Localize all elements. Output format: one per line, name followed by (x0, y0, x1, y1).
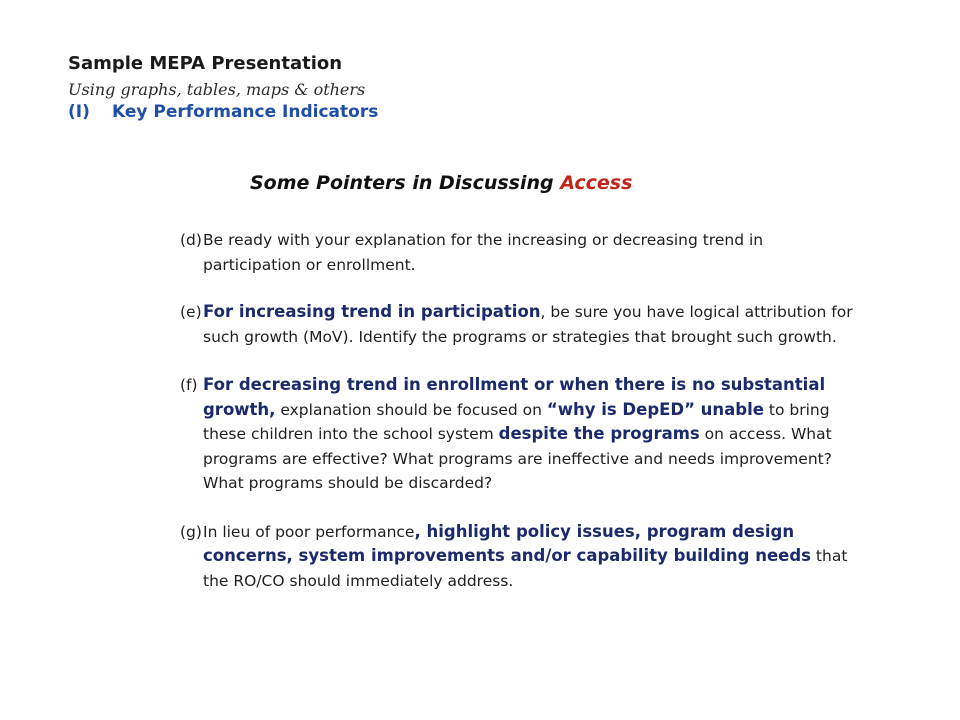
pointer-f-text-3: on access. What programs are effective? What programs are ineffective and needs improvement? What programs should be discarded? (203, 425, 832, 492)
pointer-e-label: (e) (180, 303, 202, 321)
section-heading-prefix: Some Pointers in Discussing (250, 172, 561, 194)
pointer-f-text-2: to bring these children into the school system (203, 400, 830, 443)
pointer-g-label: (g) (180, 522, 202, 541)
pointer-f-text-1: explanation should be focused on (275, 400, 547, 419)
pointer-g-text-2: that the RO/CO should immediately address. (203, 547, 848, 590)
pointer-f-emphasis-1: For decreasing trend in enrollment or when there is no substantial growth, (203, 375, 826, 419)
kpi-heading (68, 101, 378, 123)
pointer-f-emphasis-3: despite the programs (498, 424, 700, 443)
section-heading-accent: Access (560, 172, 633, 194)
slide-subtitle: Using graphs, tables, maps & others (68, 80, 366, 99)
slide-header (68, 52, 378, 123)
pointer-e (180, 300, 860, 349)
pointer-d-text: Be ready with your explanation for the increasing or decreasing trend in participation or enrollment. (203, 231, 764, 274)
pointer-g-text-1: In lieu of poor performance (203, 522, 415, 541)
section-heading (250, 172, 632, 194)
slide-title: Sample MEPA Presentation (68, 53, 343, 74)
pointer-d-label: (d) (180, 231, 202, 249)
pointer-d (180, 228, 860, 277)
pointer-g (180, 520, 860, 594)
kpi-label: Key Performance Indicators (112, 102, 379, 122)
pointer-g-emphasis: , highlight policy issues, program design concerns, system improvements and/or capability building needs (203, 521, 811, 565)
pointer-e-text: , be sure you have logical attribution for such growth (MoV). Identify the programs or strategies that brought such growth. (203, 303, 853, 346)
pointer-f-label: (f) (180, 376, 198, 394)
pointer-e-emphasis: For increasing trend in participation (203, 302, 541, 321)
pointer-f (180, 373, 860, 496)
kpi-number: (I) (68, 102, 90, 122)
pointer-f-emphasis-2: “why is DepED” unable (546, 399, 764, 419)
pointers-list (180, 228, 860, 593)
